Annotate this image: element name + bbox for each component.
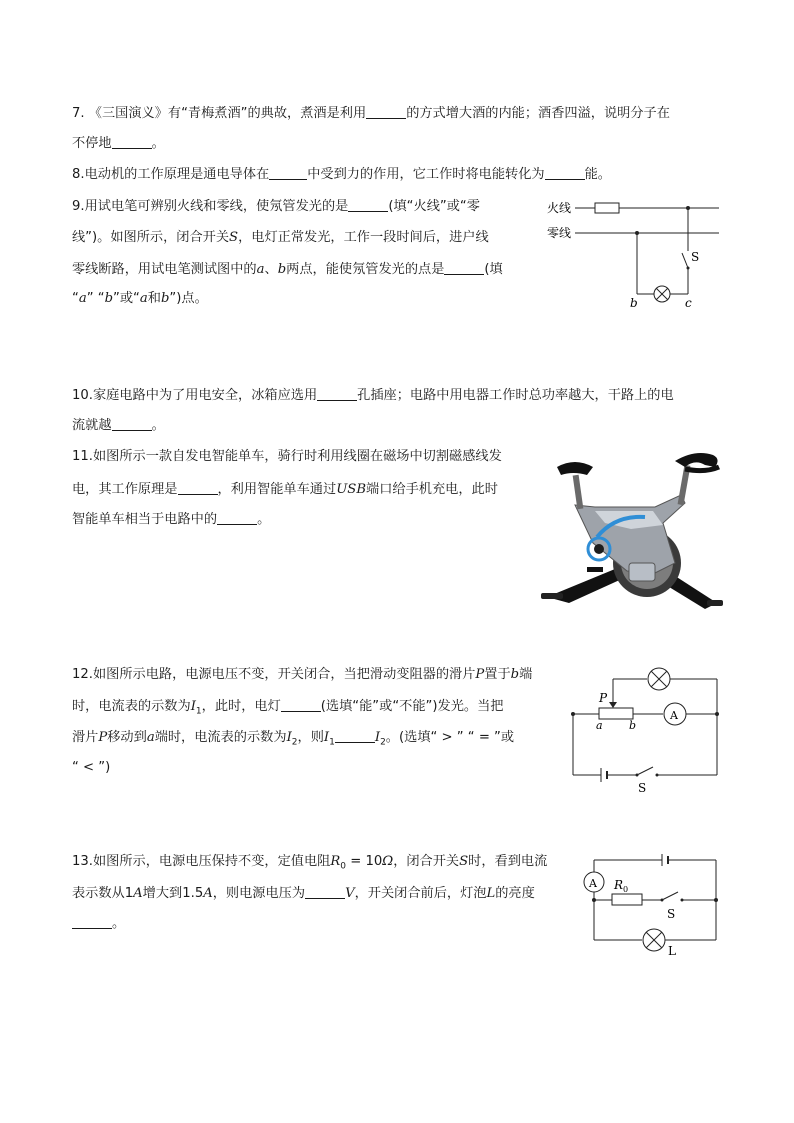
point-c-label: c — [685, 296, 692, 310]
q13-circuit-figure — [578, 848, 728, 958]
answer-blank[interactable] — [178, 480, 218, 495]
r0-label: $R_0$ — [614, 878, 629, 894]
lamp-label: L — [668, 944, 676, 958]
q7-line-1: 7. 《三国演义》有“青梅煮酒”的典故，煮酒是利用 的方式增大酒的内能；酒香四溢，说明分子在 — [72, 106, 670, 121]
q12-line-4: “ < ”) — [72, 760, 111, 775]
q12-line-3: 滑片P移动到a端时，电流表的示数为$I_2$，则$I_1$ $I_2$。(选填“ > ” “ = ”或 — [72, 730, 515, 748]
q9-line-1: 9.用试电笔可辨别火线和零线，使氖管发光的是 (填“火线”或“零 — [72, 199, 480, 214]
switch-label: S — [638, 781, 647, 795]
switch-label: S — [691, 250, 700, 264]
answer-blank[interactable] — [335, 728, 375, 743]
q13-line-1: 13.如图所示，电源电压保持不变，定值电阻$R_0 = 10\Omega$，闭合开关S时，看到电流 — [72, 854, 548, 872]
answer-blank[interactable] — [366, 104, 406, 119]
ammeter-label: A — [589, 877, 597, 890]
rheostat-symbol — [599, 708, 633, 719]
answer-blank[interactable] — [545, 165, 585, 180]
q12-line-2: 时，电流表的示数为$I_1$，此时，电灯 (选填“能”或“不能”)发光。当把 — [72, 699, 504, 717]
q9-circuit-figure — [545, 195, 725, 310]
q12-line-1: 12.如图所示电路，电源电压不变，开关闭合，当把滑动变阻器的滑片P置于b端 — [72, 667, 533, 682]
answer-blank[interactable] — [217, 510, 257, 525]
switch-label: S — [667, 907, 676, 921]
q10-line-1: 10.家庭电路中为了用电安全，冰箱应选用 孔插座；电路中用电器工作时总功率越大，干路上的电 — [72, 388, 674, 403]
q11-line-2: 电，其工作原理是 ，利用智能单车通过USB端口给手机充电，此时 — [72, 482, 498, 497]
resistor-r0-symbol — [612, 894, 642, 905]
q10-line-2: 流就越 。 — [72, 418, 165, 433]
q9-line-3: 零线断路，用试电笔测试图中的a、b两点，能使氖管发光的点是 (填 — [72, 262, 503, 277]
switch-lever — [662, 892, 678, 900]
exercise-bike-image — [535, 445, 725, 620]
answer-blank[interactable] — [112, 416, 152, 431]
q9-line-2: 线”)。如图所示，闭合开关S，电灯正常发光，工作一段时间后，进户线 — [72, 230, 489, 245]
q11-line-3: 智能单车相当于电路中的 。 — [72, 512, 271, 527]
q12-circuit-figure — [565, 662, 725, 797]
fuse-symbol — [595, 203, 619, 213]
live-wire-label: 火线 — [547, 201, 572, 215]
answer-blank[interactable] — [317, 386, 357, 401]
end-a-label: a — [596, 719, 603, 732]
answer-blank[interactable] — [112, 134, 152, 149]
slider-label: P — [599, 691, 608, 705]
q7-line-2: 不停地 。 — [72, 136, 165, 151]
answer-blank[interactable] — [444, 260, 484, 275]
switch-lever — [682, 253, 688, 268]
q9-line-4: “a” “b”或“a和b”)点。 — [72, 291, 208, 306]
neutral-wire-label: 零线 — [547, 226, 572, 240]
point-b-label: b — [630, 296, 638, 310]
answer-blank[interactable] — [269, 165, 307, 180]
answer-blank[interactable] — [348, 197, 388, 212]
ammeter-label: A — [670, 709, 678, 722]
answer-blank[interactable] — [281, 697, 321, 712]
q11-line-1: 11.如图所示一款自发电智能单车，骑行时利用线圈在磁场中切割磁感线发 — [72, 449, 502, 464]
end-b-label: b — [629, 719, 637, 732]
q13-line-3: 。 — [72, 914, 125, 933]
q8-line-1: 8.电动机的工作原理是通电导体在 中受到力的作用，它工作时将电能转化为 能。 — [72, 167, 611, 182]
q13-line-2: 表示数从1A增大到1.5A，则电源电压为 V，开关闭合前后，灯泡L的亮度 — [72, 886, 535, 901]
answer-blank[interactable] — [305, 884, 345, 899]
answer-blank[interactable] — [72, 914, 112, 929]
switch-lever — [637, 767, 653, 775]
